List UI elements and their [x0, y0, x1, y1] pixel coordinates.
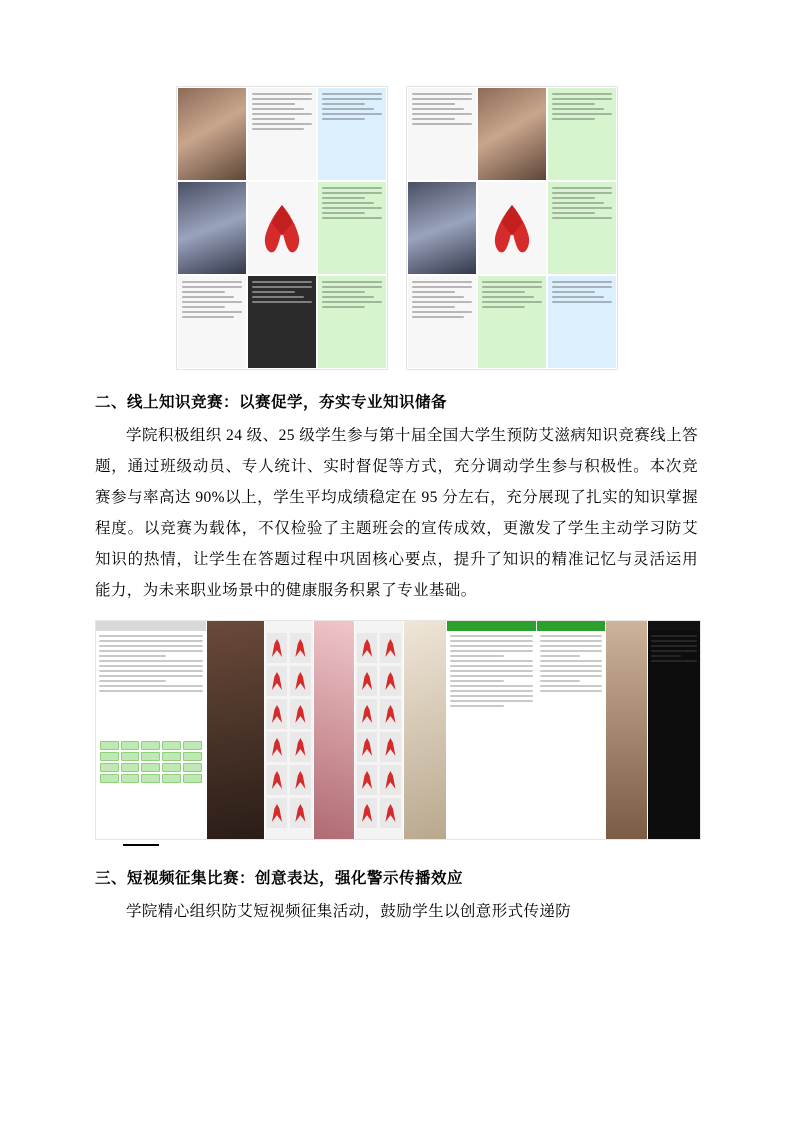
collage-right-chat-screenshots	[406, 86, 618, 370]
collage-left-chat-screenshots	[176, 86, 388, 370]
collage-cell-ribbon	[247, 181, 317, 275]
strip-header	[96, 621, 206, 631]
red-ribbon-icon	[261, 196, 302, 260]
strip-col-photo	[606, 621, 647, 839]
strip-col-photo	[207, 621, 265, 839]
collage-cell-chat	[317, 181, 387, 275]
strip-col-photo	[404, 621, 447, 839]
section-paragraph-2: 学院积极组织 24 级、25 级学生参与第十届全国大学生预防艾滋病知识竞赛线上答题，通过班级动员、专人统计、实时督促等方式，充分调动学生参与积极性。本次竞赛参与率高达 90%以上，学生平均成绩稳定在 95 分左右，充分展现了扎实的知识掌握程度。以竞赛为载体，不仅检验了主题班会的宣传成效，更激发了学生主动学习防艾知识的热情，让学生在答题过程中巩固核心要点，提升了知识的精准记忆与灵活运用能力，为未来职业场景中的健康服务积累了专业基础。	[95, 427, 698, 599]
strip-header	[648, 621, 700, 631]
section-heading-3: 三、短视频征集比赛：创意表达，强化警示传播效应	[95, 870, 464, 887]
strip-header	[537, 621, 605, 631]
collage-cell-ribbon	[477, 181, 547, 275]
collage-cell-photo	[177, 181, 247, 275]
collage-cell-chat	[407, 275, 477, 369]
figure-quiz-screenshots	[95, 620, 701, 840]
strip-header	[447, 621, 536, 631]
figure-top-chat-collages	[95, 86, 698, 370]
figure-rule	[123, 844, 159, 846]
collage-cell-chat	[547, 87, 617, 181]
collage-cell-chat	[317, 275, 387, 369]
collage-cell-photo	[407, 181, 477, 275]
strip-col-photo	[314, 621, 355, 839]
strip-col-dark-screenshot	[648, 621, 700, 839]
avatar-grid	[267, 633, 311, 835]
strip-col-avatars	[355, 621, 404, 839]
red-ribbon-icon	[491, 196, 532, 260]
answer-grid	[100, 741, 202, 833]
collage-cell-poster	[247, 275, 317, 369]
collage-cell-chat	[477, 275, 547, 369]
section-paragraph-3: 学院精心组织防艾短视频征集活动，鼓励学生以创意形式传递防	[126, 903, 572, 920]
collage-cell-chat	[547, 181, 617, 275]
collage-cell-photo	[477, 87, 547, 181]
collage-cell-chat	[317, 87, 387, 181]
strip-col-quiz-chat	[96, 621, 207, 839]
avatar-grid	[357, 633, 401, 835]
collage-cell-photo	[177, 87, 247, 181]
collage-cell-chat	[547, 275, 617, 369]
collage-cell-chat	[247, 87, 317, 181]
collage-cell-chat	[177, 275, 247, 369]
collage-cell-chat	[407, 87, 477, 181]
section-heading-2: 二、线上知识竞赛：以赛促学，夯实专业知识储备	[95, 394, 448, 411]
strip-col-quiz-chat	[537, 621, 606, 839]
strip-col-quiz-chat	[447, 621, 537, 839]
strip-col-avatars	[265, 621, 314, 839]
